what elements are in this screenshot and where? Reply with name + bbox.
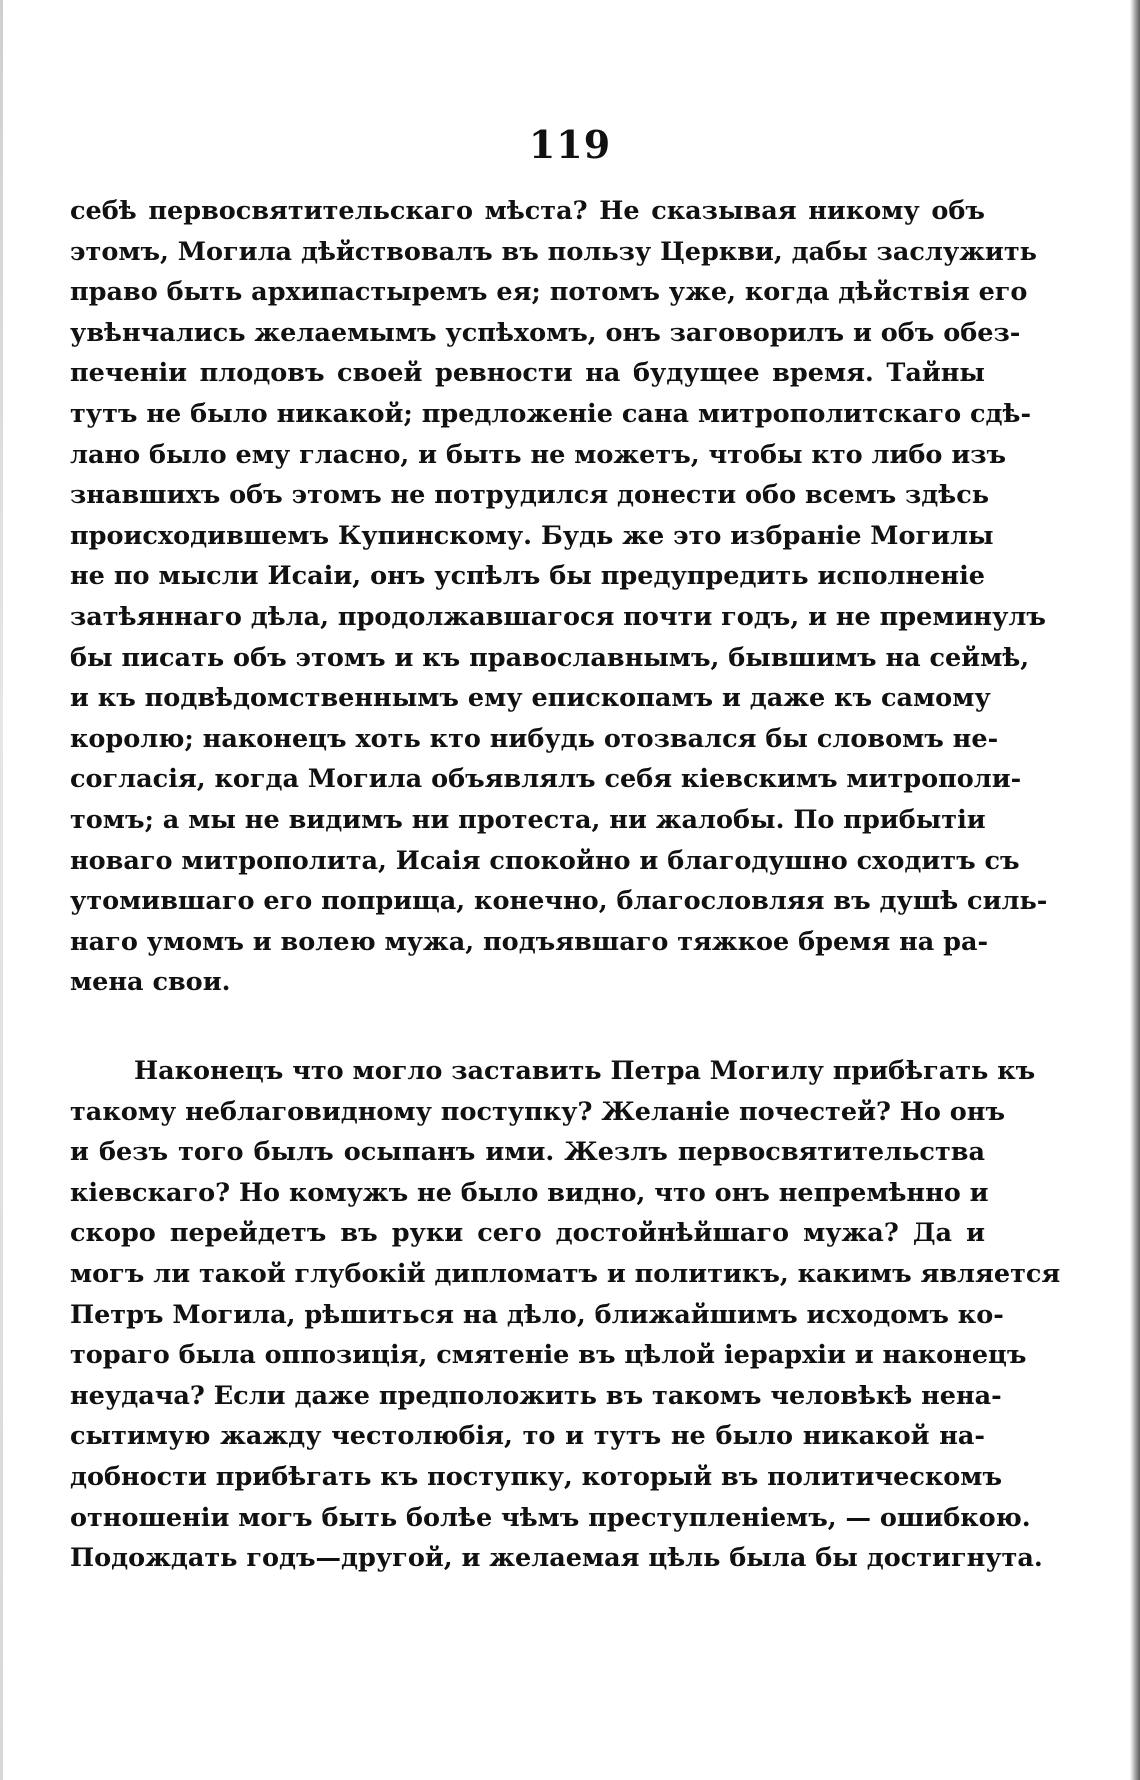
page-left-edge: [0, 0, 3, 1780]
text-line: отношеніи могъ быть болѣе чѣмъ преступленіемъ, — ошибкою.: [70, 1502, 1031, 1533]
text-line: тутъ не было никакой; предложеніе сана митрополитскаго сдѣ-: [70, 398, 1032, 429]
paragraph-1: [70, 191, 1048, 1003]
page-number: 119: [528, 122, 612, 167]
text-line: бы писать объ этомъ и къ православнымъ, бывшимъ на сеймѣ,: [70, 642, 1030, 673]
text-line: лано было ему гласно, и быть не можетъ, чтобы кто либо изъ: [70, 439, 1007, 470]
text-line: утомившаго его поприща, конечно, благословляя въ душѣ силь-: [70, 886, 1048, 917]
text-line: добности прибѣгать къ поступку, который въ политическомъ: [70, 1461, 1003, 1492]
text-line: неудача? Если даже предположить въ такомъ человѣкѣ нена-: [70, 1380, 1002, 1411]
text-line: себѣ первосвятительскаго мѣста? Не сказывая никому объ: [70, 196, 985, 226]
text-line: знавшихъ объ этомъ не потрудился донести обо всемъ здѣсь: [70, 480, 990, 511]
text-line: увѣнчались желаемымъ успѣхомъ, онъ заговорилъ и объ обез-: [70, 317, 1021, 348]
text-line: наго умомъ и волею мужа, подъявшаго тяжкое бремя на ра-: [70, 926, 989, 957]
text-line: происходившемъ Купинскому. Будь же это избраніе Могилы: [70, 520, 994, 551]
text-line: королю; наконецъ хоть кто нибудь отозвался бы словомъ не-: [70, 723, 999, 754]
text-line: не по мысли Исаіи, онъ успѣлъ бы предупредить исполненіе: [70, 561, 985, 592]
text-line: сытимую жажду честолюбія, то и тутъ не было никакой на-: [70, 1421, 985, 1452]
text-line: Петръ Могила, рѣшиться на дѣло, ближайшимъ исходомъ ко-: [70, 1299, 1004, 1330]
text-line: и безъ того былъ осыпанъ ими. Жезлъ первосвятительства: [70, 1137, 985, 1168]
text-line: и къ подвѣдомственнымъ ему епископамъ и даже къ самому: [70, 683, 991, 714]
text-line: кіевскаго? Но комужъ не было видно, что онъ непремѣнно и: [70, 1177, 989, 1208]
text-line: новаго митрополита, Исаія спокойно и благодушно сходитъ съ: [70, 845, 1020, 876]
paragraph-2: [70, 1051, 1061, 1579]
text-line: этомъ, Могила дѣйствовалъ въ пользу Церкви, дабы заслужить: [70, 236, 1037, 267]
text-line: Подождать годъ—другой, и желаемая цѣль была бы достигнута.: [70, 1543, 1043, 1574]
page-binding-edge: [1130, 0, 1140, 1780]
text-line: затѣяннаго дѣла, продолжавшагося почти годъ, и не преминулъ: [70, 601, 1046, 632]
text-line: Наконецъ что могло заставить Петра Могилу прибѣгать къ: [134, 1056, 1036, 1086]
text-line: такому неблаговидному поступку? Желаніе почестей? Но онъ: [70, 1096, 1006, 1127]
text-line: скоро перейдетъ въ руки сего достойнѣйшаго мужа? Да и: [70, 1218, 985, 1249]
text-line: печеніи плодовъ своей ревности на будущее время. Тайны: [70, 358, 985, 389]
text-line: томъ; а мы не видимъ ни протеста, ни жалобы. По прибытіи: [70, 804, 986, 835]
text-line: могъ ли такой глубокій дипломатъ и политикъ, какимъ является: [70, 1258, 1061, 1289]
text-line: мена свои.: [70, 967, 231, 998]
text-line: право быть архипастыремъ ея; потомъ уже, когда дѣйствія его: [70, 277, 1028, 308]
text-line: согласія, когда Могила объявлялъ себя кіевскимъ митрополи-: [70, 764, 1022, 795]
text-line: тораго была оппозиція, смятеніе въ цѣлой іерархіи и наконецъ: [70, 1340, 1027, 1371]
